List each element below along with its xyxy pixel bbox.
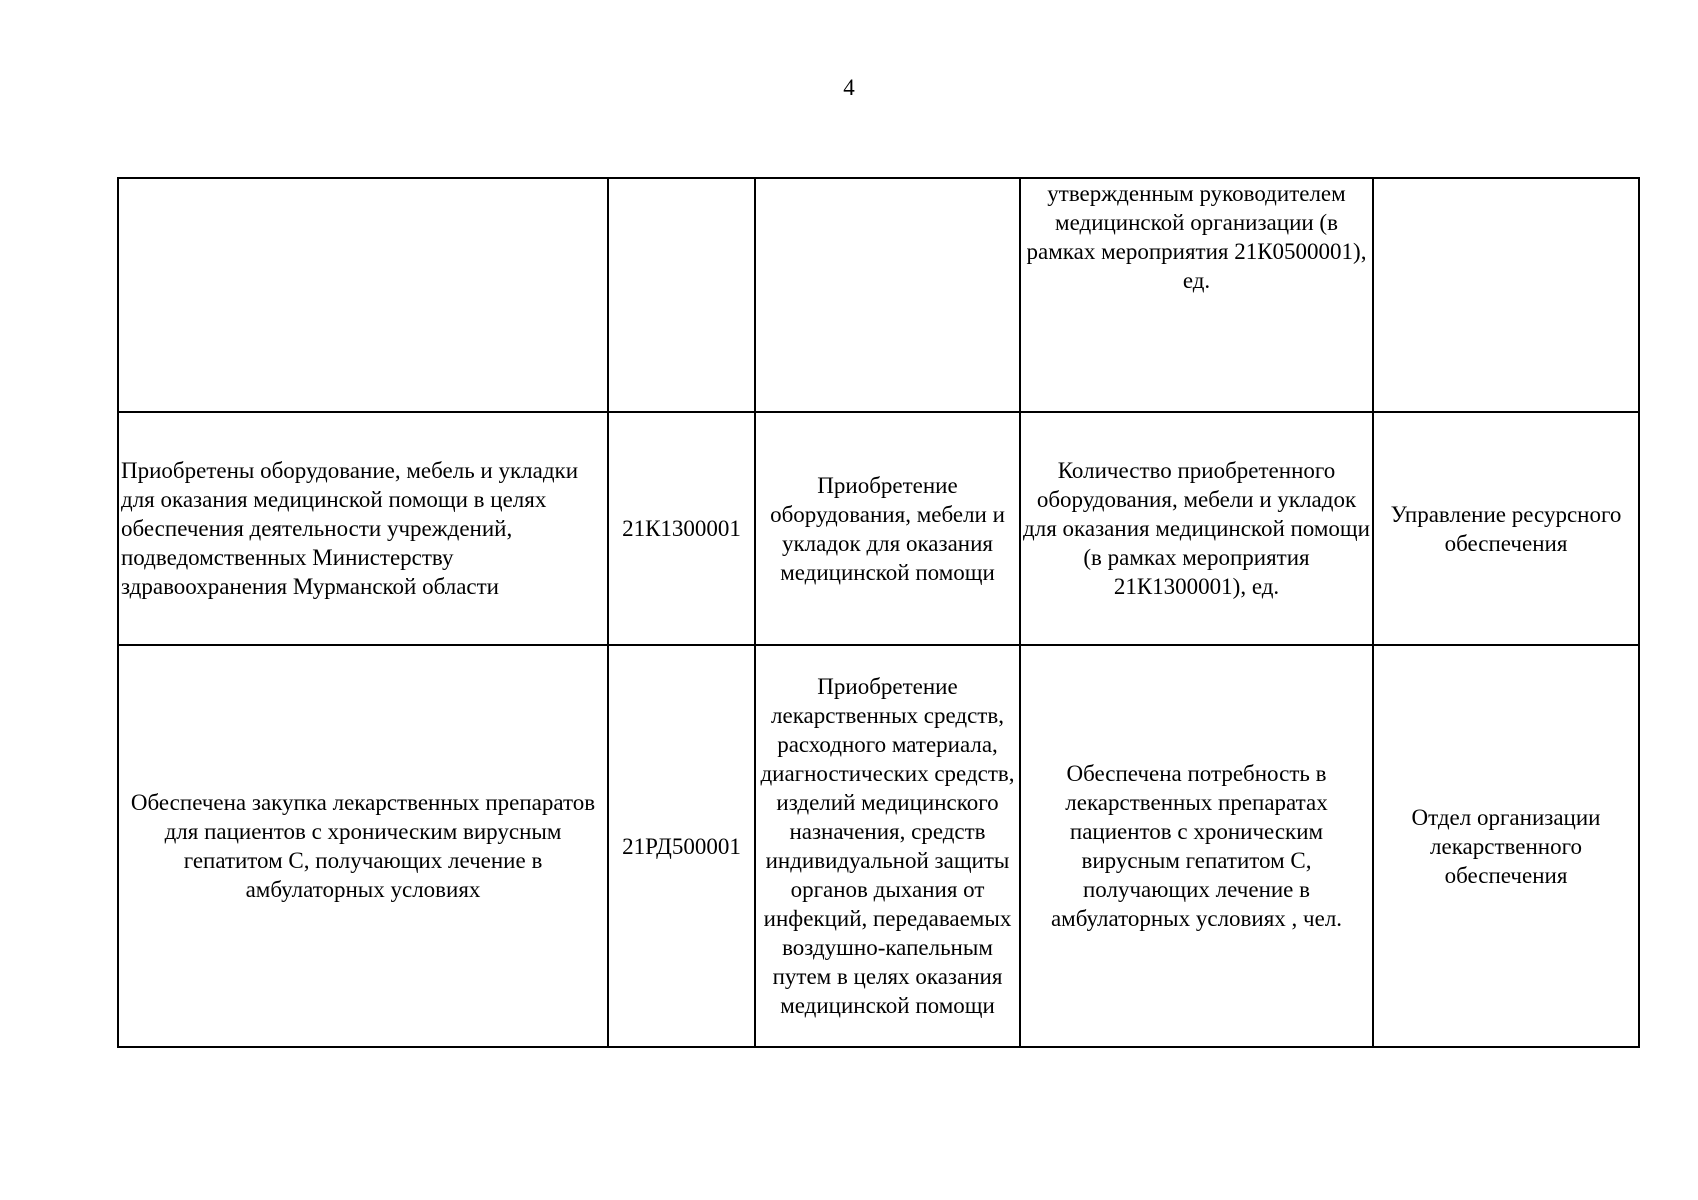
responsible-cell: Управление ресурсного обеспечения <box>1373 412 1639 645</box>
code-cell: 21РД500001 <box>608 645 755 1047</box>
activity-cell <box>755 178 1020 412</box>
table-row <box>118 178 1639 412</box>
activity-cell: Приобретение лекарственных средств, расходного материала, диагностических средств, изделий медицинского назначения, средств индивидуальной защиты органов дыхания от инфекций, передаваемых воздушно-капельным путем в целях оказания медицинской помощи <box>755 645 1020 1047</box>
page-number: 4 <box>843 75 855 100</box>
code-cell <box>608 178 755 412</box>
responsible-cell: Отдел организации лекарственного обеспечения <box>1373 645 1639 1047</box>
indicator-cell: утвержденным руководителем медицинской организации (в рамках мероприятия 21К0500001), ед. <box>1020 178 1373 412</box>
code-cell: 21К1300001 <box>608 412 755 645</box>
activity-cell: Приобретение оборудования, мебели и укладок для оказания медицинской помощи <box>755 412 1020 645</box>
result-cell: Приобретены оборудование, мебель и укладки для оказания медицинской помощи в целях обеспечения деятельности учреждений, подведомственных Министерству здравоохранения Мурманской области <box>118 412 608 645</box>
table-row <box>118 645 1639 1047</box>
result-cell: Обеспечена закупка лекарственных препаратов для пациентов с хроническим вирусным гепатитом С, получающих лечение в амбулаторных условиях <box>118 645 608 1047</box>
responsible-cell <box>1373 178 1639 412</box>
table-row <box>118 412 1639 645</box>
indicator-cell: Обеспечена потребность в лекарственных препаратах пациентов с хроническим вирусным гепатитом С, получающих лечение в амбулаторных условиях , чел. <box>1020 645 1373 1047</box>
activities-table <box>117 177 1640 1048</box>
result-cell <box>118 178 608 412</box>
indicator-cell: Количество приобретенного оборудования, мебели и укладок для оказания медицинской помощи (в рамках мероприятия 21К1300001), ед. <box>1020 412 1373 645</box>
